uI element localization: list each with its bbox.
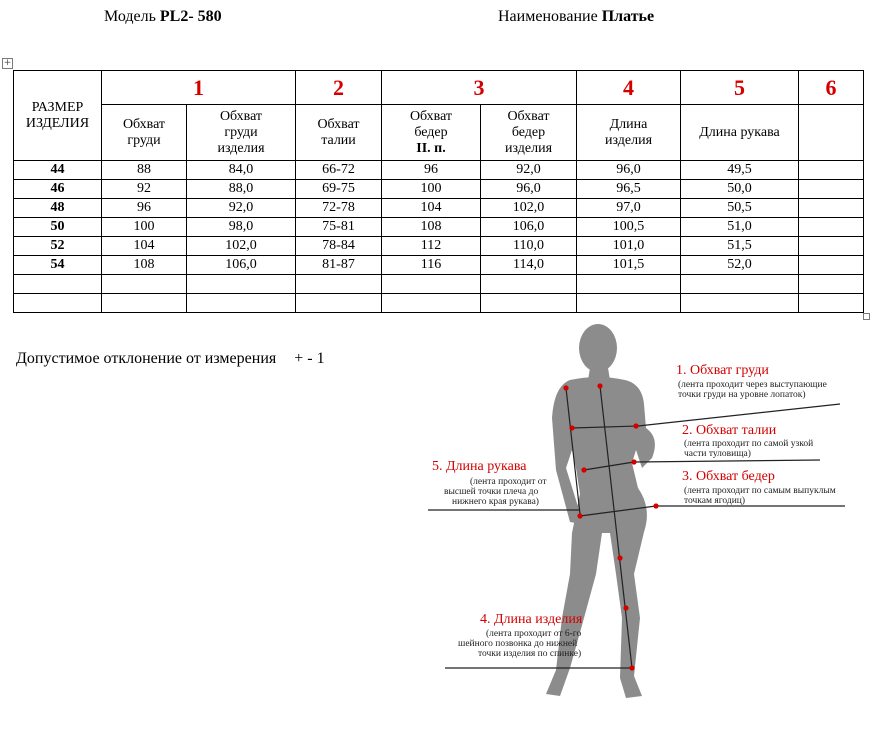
note-sleeve [432,459,547,507]
model-value: PL2- 580 [159,8,222,25]
note-length-line-1: (лента проходит от 6-го [486,629,582,639]
table-cell [577,275,681,294]
table-cell [799,256,864,275]
table-cell [799,199,864,218]
name-label: Наименование [498,8,598,25]
note-waist-line-2: части туловища) [684,449,751,459]
note-hips [682,469,836,506]
table-cell [799,275,864,294]
table-cell: 116 [382,256,481,275]
note-sleeve-line-3: нижнего края рукава) [452,497,539,507]
note-chest-line-2: точки груди на уровне лопаток) [678,390,806,400]
subheader-waist: Обхват талии [296,105,382,161]
note-hips-line-2: точкам ягодиц) [684,496,746,506]
table-cell: 101,5 [577,256,681,275]
table-cell [296,294,382,313]
size-header: РАЗМЕР ИЗДЕЛИЯ [14,71,102,161]
size-cell: 54 [14,256,102,275]
table-cell: 51,0 [681,218,799,237]
table-cell: 106,0 [187,256,296,275]
table-cell [799,294,864,313]
table-cell: 102,0 [481,199,577,218]
table-move-handle-icon[interactable]: + [3,58,12,68]
table-row [14,237,864,256]
table-cell [799,237,864,256]
size-cell [14,294,102,313]
note-sleeve-line-1: (лента проходит от [470,477,547,487]
table-row [14,161,864,180]
table-cell [799,161,864,180]
table-cell: 101,0 [577,237,681,256]
table-cell: 81-87 [296,256,382,275]
table-cell: 97,0 [577,199,681,218]
group-header-5: 5 [681,71,799,105]
size-cell: 52 [14,237,102,256]
size-cell: 48 [14,199,102,218]
subheader-chest-garment: Обхват груди изделия [187,105,296,161]
table-cell [296,275,382,294]
table-cell [187,294,296,313]
note-chest [676,363,827,400]
table-cell: 114,0 [481,256,577,275]
table-cell: 72-78 [296,199,382,218]
subheader-hips-garment: Обхват бедер изделия [481,105,577,161]
subheader-empty [799,105,864,161]
table-cell: 88,0 [187,180,296,199]
table-cell [481,275,577,294]
tolerance-label: Допустимое отклонение от измерения [16,350,277,367]
size-cell: 46 [14,180,102,199]
note-waist [682,423,813,459]
table-cell: 92,0 [481,161,577,180]
note-length-line-2: шейного позвонка до нижней [458,639,578,649]
table-cell: 100 [382,180,481,199]
table-cell: 78-84 [296,237,382,256]
size-cell [14,275,102,294]
note-sleeve-title: 5. Длина рукава [432,459,527,474]
table-cell: 92,0 [187,199,296,218]
table-cell: 96,0 [577,161,681,180]
table-cell: 96,0 [481,180,577,199]
table-cell: 110,0 [481,237,577,256]
table-row [14,256,864,275]
table-cell: 75-81 [296,218,382,237]
note-hips-title: 3. Обхват бедер [682,469,775,484]
table-cell: 100,5 [577,218,681,237]
note-waist-title: 2. Обхват талии [682,423,777,438]
table-cell [681,275,799,294]
subheader-length: Длина изделия [577,105,681,161]
note-length-title: 4. Длина изделия [480,612,583,627]
model-label: Модель [104,8,156,25]
model-header [104,8,222,26]
tolerance-note [16,350,325,368]
group-header-2: 2 [296,71,382,105]
table-cell: 84,0 [187,161,296,180]
table-cell: 96 [382,161,481,180]
table-cell: 112 [382,237,481,256]
table-cell [102,275,187,294]
name-header [498,8,654,26]
table-cell: 69-75 [296,180,382,199]
table-cell [382,294,481,313]
table-cell: 66-72 [296,161,382,180]
table-row [14,275,864,294]
table-cell: 92 [102,180,187,199]
table-cell: 108 [102,256,187,275]
table-cell [577,294,681,313]
tolerance-value: + - 1 [294,350,325,367]
subheader-sleeve: Длина рукава [681,105,799,161]
table-cell: 98,0 [187,218,296,237]
table-cell [102,294,187,313]
measurement-figure [420,318,865,733]
table-cell [799,180,864,199]
table-cell: 96,5 [577,180,681,199]
size-cell: 44 [14,161,102,180]
table-cell [481,294,577,313]
subheader-hips: Обхват бедер II. п. [382,105,481,161]
table-cell [382,275,481,294]
table-cell: 88 [102,161,187,180]
note-chest-title: 1. Обхват груди [676,363,769,378]
table-cell: 49,5 [681,161,799,180]
table-cell: 108 [382,218,481,237]
table-cell: 52,0 [681,256,799,275]
note-length-line-3: точки изделия по спинке) [478,649,582,659]
table-row [14,218,864,237]
name-value: Платье [601,8,655,25]
table-cell: 50,0 [681,180,799,199]
table-cell: 50,5 [681,199,799,218]
group-header-1: 1 [102,71,296,105]
note-hips-line-1: (лента проходит по самым выпуклым [684,486,836,496]
table-cell: 104 [382,199,481,218]
table-cell [799,218,864,237]
table-cell [681,294,799,313]
group-header-4: 4 [577,71,681,105]
table-row [14,294,864,313]
group-header-6: 6 [799,71,864,105]
note-chest-line-1: (лента проходит через выступающие [678,380,827,390]
note-waist-line-1: (лента проходит по самой узкой [684,439,814,449]
table-cell: 106,0 [481,218,577,237]
subheader-chest: Обхват груди [102,105,187,161]
table-row [14,199,864,218]
table-cell: 51,5 [681,237,799,256]
size-cell: 50 [14,218,102,237]
table-cell: 102,0 [187,237,296,256]
table-cell: 104 [102,237,187,256]
table-row [14,180,864,199]
table-cell [187,275,296,294]
note-sleeve-line-2: высшей точки плеча до [444,487,539,497]
group-header-3: 3 [382,71,577,105]
table-cell: 96 [102,199,187,218]
size-table [13,70,864,313]
note-length [458,612,583,659]
table-cell: 100 [102,218,187,237]
